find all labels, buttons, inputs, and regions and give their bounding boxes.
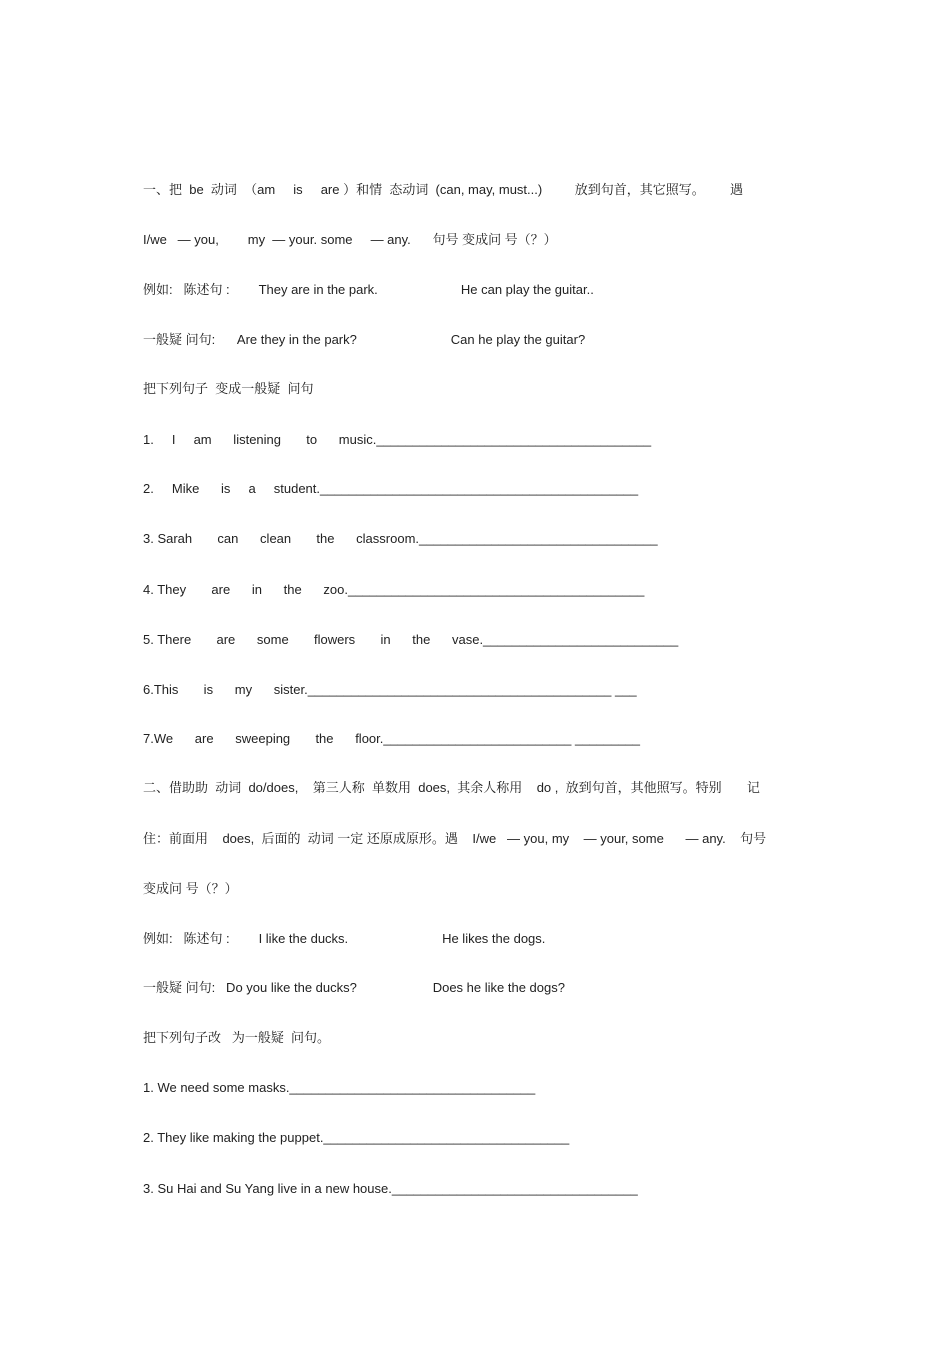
exercise-item: 3. Su Hai and Su Yang live in a new house.__________________________________ (143, 1181, 638, 1196)
section2-rule-line2: 住：前面用 does, 后面的 动词 一定 还原成原形。遇 I/we — you, my — your, some — any. 句号 (143, 831, 767, 846)
section1-example-question: 一般疑 问句: Are they in the park? Can he play the guitar? (143, 332, 586, 347)
exercise-item: 7.We are sweeping the floor.__________________________ _________ (143, 731, 641, 746)
exercise-item: 2. Mike is a student.____________________________________________ (143, 481, 639, 496)
section1-example-statement: 例如: 陈述句 : They are in the park. He can play the guitar.. (143, 282, 594, 297)
section1-rule-line2: I/we — you, my — your. some — any. 句号 变成问 号（？） (143, 232, 557, 247)
exercise-item: 5. There are some flowers in the vase.___________________________ (143, 632, 679, 647)
section2-example-question: 一般疑 问句: Do you like the ducks? Does he like the dogs? (143, 980, 565, 995)
section2-instruction: 把下列句子改 为一般疑 问句。 (143, 1030, 331, 1045)
section2-rule-line1: 二、借助助 动词 do/does, 第三人称 单数用 does, 其余人称用 do , 放到句首，其他照写。特别 记 (143, 780, 760, 795)
section2-example-statement: 例如: 陈述句 : I like the ducks. He likes the dogs. (143, 931, 546, 946)
exercise-item: 1. We need some masks.__________________________________ (143, 1080, 536, 1095)
exercise-item: 2. They like making the puppet.__________________________________ (143, 1130, 570, 1145)
exercise-item: 1. I am listening to music.______________________________________ (143, 432, 652, 447)
section1-instruction: 把下列句子 变成一般疑 问句 (143, 381, 314, 396)
exercise-item: 3. Sarah can clean the classroom._________________________________ (143, 531, 658, 546)
section1-rule-line1: 一、把 be 动词 （am is are ）和情 态动词 (can, may, must...) 放到句首，其它照写。 遇 (143, 182, 743, 197)
exercise-item: 4. They are in the zoo._________________________________________ (143, 582, 645, 597)
exercise-item: 6.This is my sister.__________________________________________ ___ (143, 682, 637, 697)
section2-rule-line3: 变成问 号（？） (143, 881, 238, 896)
